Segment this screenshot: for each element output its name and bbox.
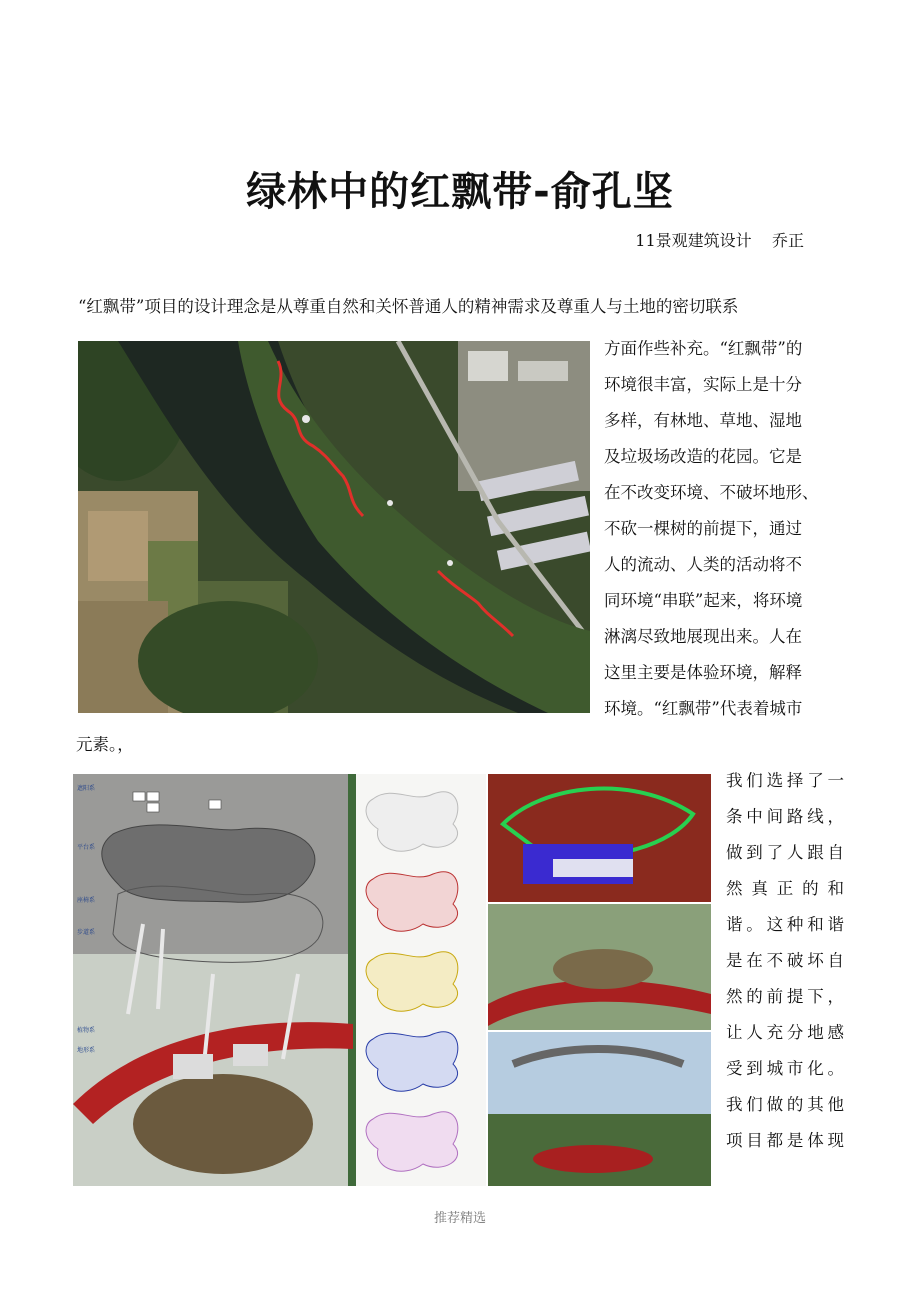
landscape-design-plates-icon [73, 774, 711, 1186]
text-line: 受到城市化。 [726, 1059, 844, 1078]
text-line: 让人充分地感 [726, 1023, 844, 1042]
satellite-photo [78, 341, 590, 713]
text-line: 环境很丰富，实际上是十分 [604, 375, 802, 394]
text-line: 条中间路线， [726, 807, 844, 826]
author-line: 11景观建筑设计 乔正 [635, 231, 804, 250]
text-line: 多样，有林地、草地、湿地 [604, 411, 802, 430]
diagram-label: 地形系 [77, 1047, 96, 1054]
document-title: 绿林中的红飘带-俞孔坚 [246, 169, 674, 215]
text-line: 做到了人跟自 [726, 843, 844, 862]
page-footer: 推荐精选 [433, 1211, 486, 1226]
diagram-label: 座椅系 [77, 897, 96, 904]
text-line: 同环境“串联”起来，将环境 [604, 591, 803, 610]
text-line: 人的流动、人类的活动将不 [604, 555, 802, 574]
diagram-label: 遮阳系 [77, 785, 96, 792]
text-line: 不砍一棵树的前提下，通过 [604, 519, 802, 538]
diagram-label: 植物系 [77, 1027, 96, 1034]
paragraph2-wrapped-block [726, 763, 844, 1159]
text-line: 我们选择了一 [726, 771, 844, 790]
text-line: 然真正的和 [726, 879, 844, 898]
text-line: 淋漓尽致地展现出来。人在 [604, 627, 802, 646]
text-line: 项目都是体现 [726, 1131, 844, 1150]
text-line: 是在不破坏自 [726, 951, 844, 970]
paragraph1-wrapped-block [604, 331, 844, 727]
design-plates [73, 774, 711, 1186]
text-line: 我们做的其他 [726, 1095, 844, 1114]
text-line: 环境。“红飘带”代表着城市 [604, 699, 803, 718]
text-line: 方面作些补充。“红飘带”的 [604, 339, 803, 358]
diagram-label: 平台系 [77, 844, 96, 851]
satellite-photo-icon [78, 341, 590, 713]
text-line: 然的前提下， [726, 987, 844, 1006]
text-line: 这里主要是体验环境，解释 [604, 663, 802, 682]
diagram-label: 步道系 [77, 929, 96, 936]
paragraph1-first-line: “红飘带”项目的设计理念是从尊重自然和关怀普通人的精神需求及尊重人与土地的密切联系 [78, 297, 739, 316]
paragraph1-last-line: 元素。， [76, 735, 134, 754]
text-line: 及垃圾场改造的花园。它是 [604, 447, 802, 466]
text-line: 在不改变环境、不破坏地形、 [604, 483, 819, 502]
text-line: 谐。这种和谐 [726, 915, 844, 934]
